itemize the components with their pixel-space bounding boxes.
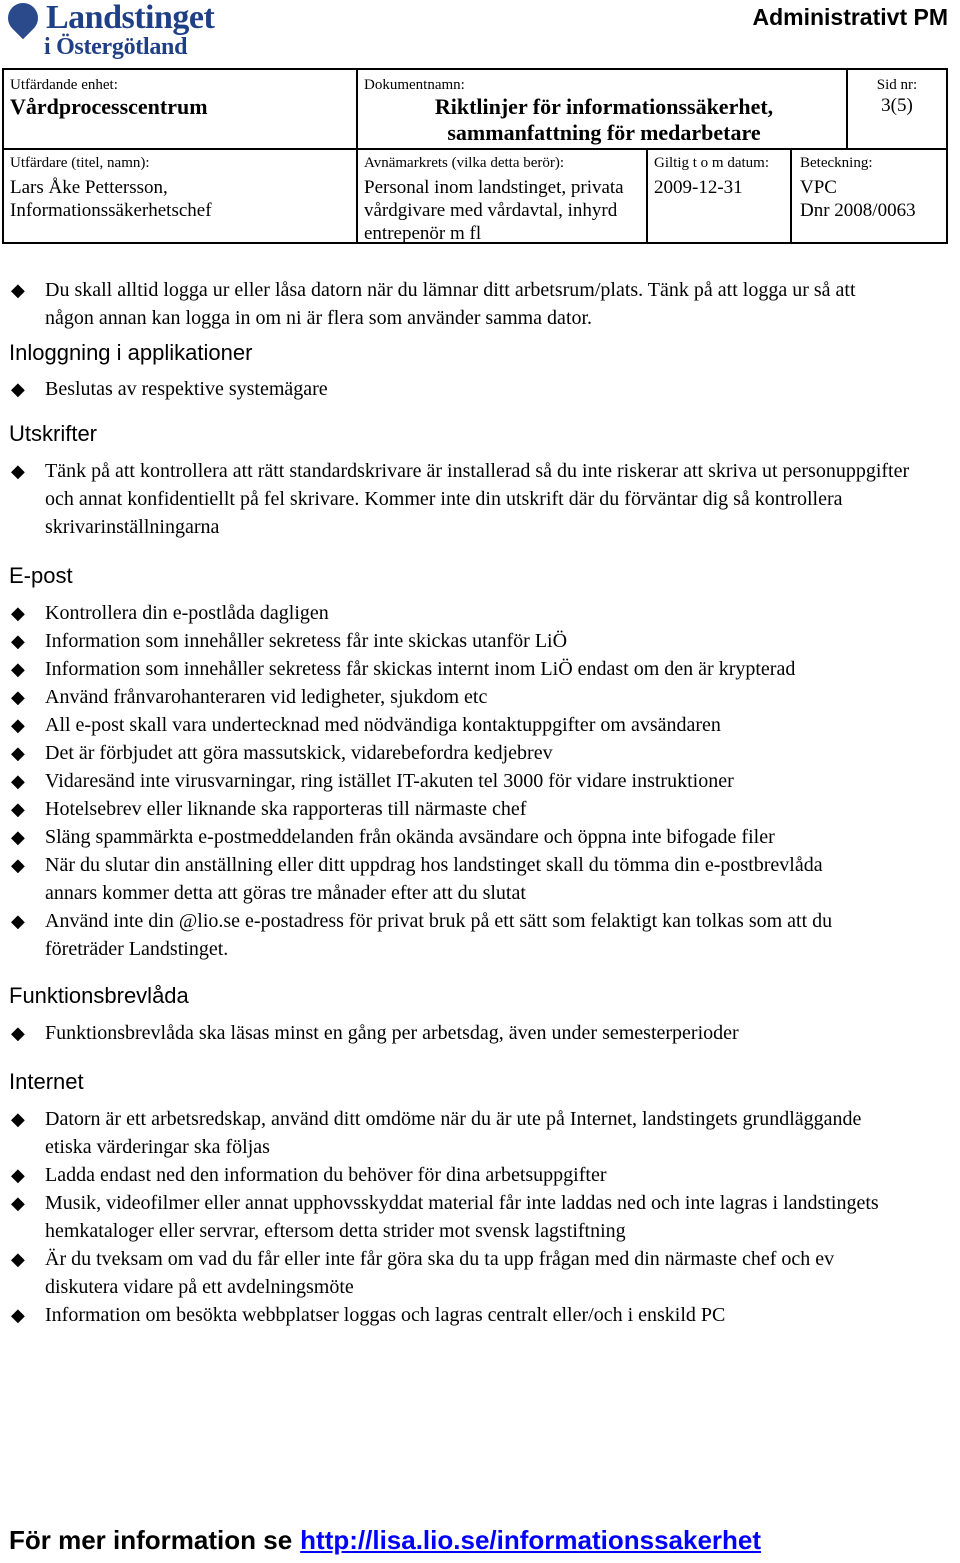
- audience-label: Avnämarkrets (vilka detta berör):: [364, 155, 565, 171]
- diamond-bullet-icon: ◆: [11, 1109, 25, 1129]
- author-label: Utfärdare (titel, namn):: [10, 155, 150, 171]
- page-number: 3(5): [881, 95, 913, 116]
- logo-line2: i Östergötland: [44, 34, 188, 60]
- document-type: Administrativt PM: [752, 4, 948, 30]
- docname-label: Dokumentnamn:: [364, 77, 465, 93]
- leaf-icon: [2, 0, 44, 39]
- list-item: ◆ Är du tveksam om vad du får eller inte får göra ska du ta upp frågan med din närmaste chef och ev diskutera vidare på ett avdelningsmöte: [11, 1248, 835, 1298]
- list-item: ◆ Datorn är ett arbetsredskap, använd ditt omdöme när du är ute på Internet, landstingets grundläggande etiska värderingar ska följas: [11, 1108, 862, 1158]
- list-item: ◆ Vidaresänd inte virusvarningar, ring istället IT-akuten tel 3000 för vidare instruktioner: [11, 770, 734, 792]
- section-heading-print: Utskrifter: [9, 421, 97, 446]
- diamond-bullet-icon: ◆: [11, 1023, 25, 1043]
- list-item: ◆ När du slutar din anställning eller ditt uppdrag hos landstinget skall du tömma din e-postbrevlåda annars kommer detta att göras tre månader efter att du slutat: [11, 854, 823, 904]
- author-line2: Informationssäkerhetschef: [10, 200, 212, 221]
- list-item: ◆ Släng spammärkta e-postmeddelanden från okända avsändare och öppna inte bifogade filer: [11, 826, 775, 848]
- docname-line1: Riktlinjer för informationssäkerhet,: [434, 94, 774, 119]
- diamond-bullet-icon: ◆: [11, 827, 25, 847]
- logo-line1: Landstinget: [46, 0, 215, 36]
- section-heading-email: E-post: [9, 563, 73, 588]
- page-label: Sid nr:: [876, 77, 918, 93]
- list-item: ◆ Information om besökta webbplatser loggas och lagras centralt eller/och i enskild PC: [11, 1304, 726, 1326]
- diamond-bullet-icon: ◆: [11, 659, 25, 679]
- list-item: ◆ Tänk på att kontrollera att rätt standardskrivare är installerad så du inte riskerar att skriva ut personuppgifter och annat konfidentiellt på fel skrivare. Kommer inte din utskrift där du förväntar dig så kontrollera skrivarinställningarna: [11, 460, 910, 538]
- list-item: ◆ Hotelsebrev eller liknande ska rapporteras till närmaste chef: [11, 798, 527, 820]
- list-item: ◆ Beslutas av respektive systemägare: [11, 378, 328, 400]
- document-body: [0, 276, 960, 1329]
- footer: [9, 1524, 761, 1556]
- audience-line1: Personal inom landstinget, privata: [364, 177, 624, 198]
- valid-label: Giltig t o m datum:: [654, 155, 769, 171]
- diamond-bullet-icon: ◆: [11, 631, 25, 651]
- header-table: [2, 68, 948, 244]
- diamond-bullet-icon: ◆: [11, 1165, 25, 1185]
- docname-line2: sammanfattning för medarbetare: [447, 120, 761, 145]
- diamond-bullet-icon: ◆: [11, 1193, 25, 1213]
- diamond-bullet-icon: ◆: [11, 1305, 25, 1325]
- section-heading-login: Inloggning i applikationer: [9, 340, 253, 365]
- diamond-bullet-icon: ◆: [11, 687, 25, 707]
- list-item: ◆ Använd frånvarohanteraren vid ledigheter, sjukdom etc: [11, 686, 488, 708]
- diamond-bullet-icon: ◆: [11, 280, 25, 300]
- audience-line3: entrepenör m fl: [364, 223, 482, 244]
- list-item: ◆ Det är förbjudet att göra massutskick, vidarebefordra kedjebrev: [11, 742, 553, 764]
- list-item: ◆ Ladda endast ned den information du behöver för dina arbetsuppgifter: [11, 1164, 607, 1186]
- diamond-bullet-icon: ◆: [11, 603, 25, 623]
- audience-line2: vårdgivare med vårdavtal, inhyrd: [364, 200, 618, 221]
- reference-line2: Dnr 2008/0063: [800, 200, 916, 221]
- logo: [8, 2, 258, 62]
- diamond-bullet-icon: ◆: [11, 743, 25, 763]
- list-item: ◆ All e-post skall vara undertecknad med nödvändiga kontaktuppgifter om avsändaren: [11, 714, 721, 736]
- section-heading-function-mailbox: Funktionsbrevlåda: [9, 983, 189, 1008]
- diamond-bullet-icon: ◆: [11, 911, 25, 931]
- reference-label: Beteckning:: [800, 155, 873, 171]
- list-item: ◆ Du skall alltid logga ur eller låsa datorn när du lämnar ditt arbetsrum/plats. Tänk på att logga ur så att någon annan kan logga in om ni är flera som använder samma dator.: [11, 279, 856, 329]
- list-item: ◆ Funktionsbrevlåda ska läsas minst en gång per arbetsdag, även under semesterperioder: [11, 1022, 739, 1044]
- diamond-bullet-icon: ◆: [11, 461, 25, 481]
- email-list: [0, 599, 960, 963]
- list-item: ◆ Musik, videofilmer eller annat upphovsskyddat material får inte laddas ned och inte lagras i landstingets hemkataloger eller servrar, eftersom detta strider mot svensk lagstiftning: [11, 1192, 879, 1242]
- diamond-bullet-icon: ◆: [11, 771, 25, 791]
- valid-date: 2009-12-31: [654, 177, 743, 198]
- list-item: ◆ Information som innehåller sekretess får skickas internt inom LiÖ endast om den är krypterad: [11, 658, 796, 680]
- section-heading-internet: Internet: [9, 1069, 84, 1094]
- diamond-bullet-icon: ◆: [11, 1249, 25, 1269]
- reference-line1: VPC: [800, 177, 837, 198]
- diamond-bullet-icon: ◆: [11, 715, 25, 735]
- issuer-label: Utfärdande enhet:: [10, 77, 118, 93]
- author-line1: Lars Åke Pettersson,: [10, 177, 168, 198]
- diamond-bullet-icon: ◆: [11, 855, 25, 875]
- footer-link[interactable]: http://lisa.lio.se/informationssakerhet: [300, 1525, 762, 1555]
- diamond-bullet-icon: ◆: [11, 379, 25, 399]
- issuer-value: Vårdprocesscentrum: [10, 94, 208, 119]
- internet-list: [0, 1105, 960, 1329]
- list-item: ◆ Använd inte din @lio.se e-postadress för privat bruk på ett sätt som felaktigt kan tolkas som att du företräder Landstinget.: [11, 910, 833, 960]
- footer-text: För mer information se: [9, 1525, 293, 1555]
- list-item: ◆ Information som innehåller sekretess får inte skickas utanför LiÖ: [11, 630, 568, 652]
- diamond-bullet-icon: ◆: [11, 799, 25, 819]
- list-item: ◆ Kontrollera din e-postlåda dagligen: [11, 602, 329, 624]
